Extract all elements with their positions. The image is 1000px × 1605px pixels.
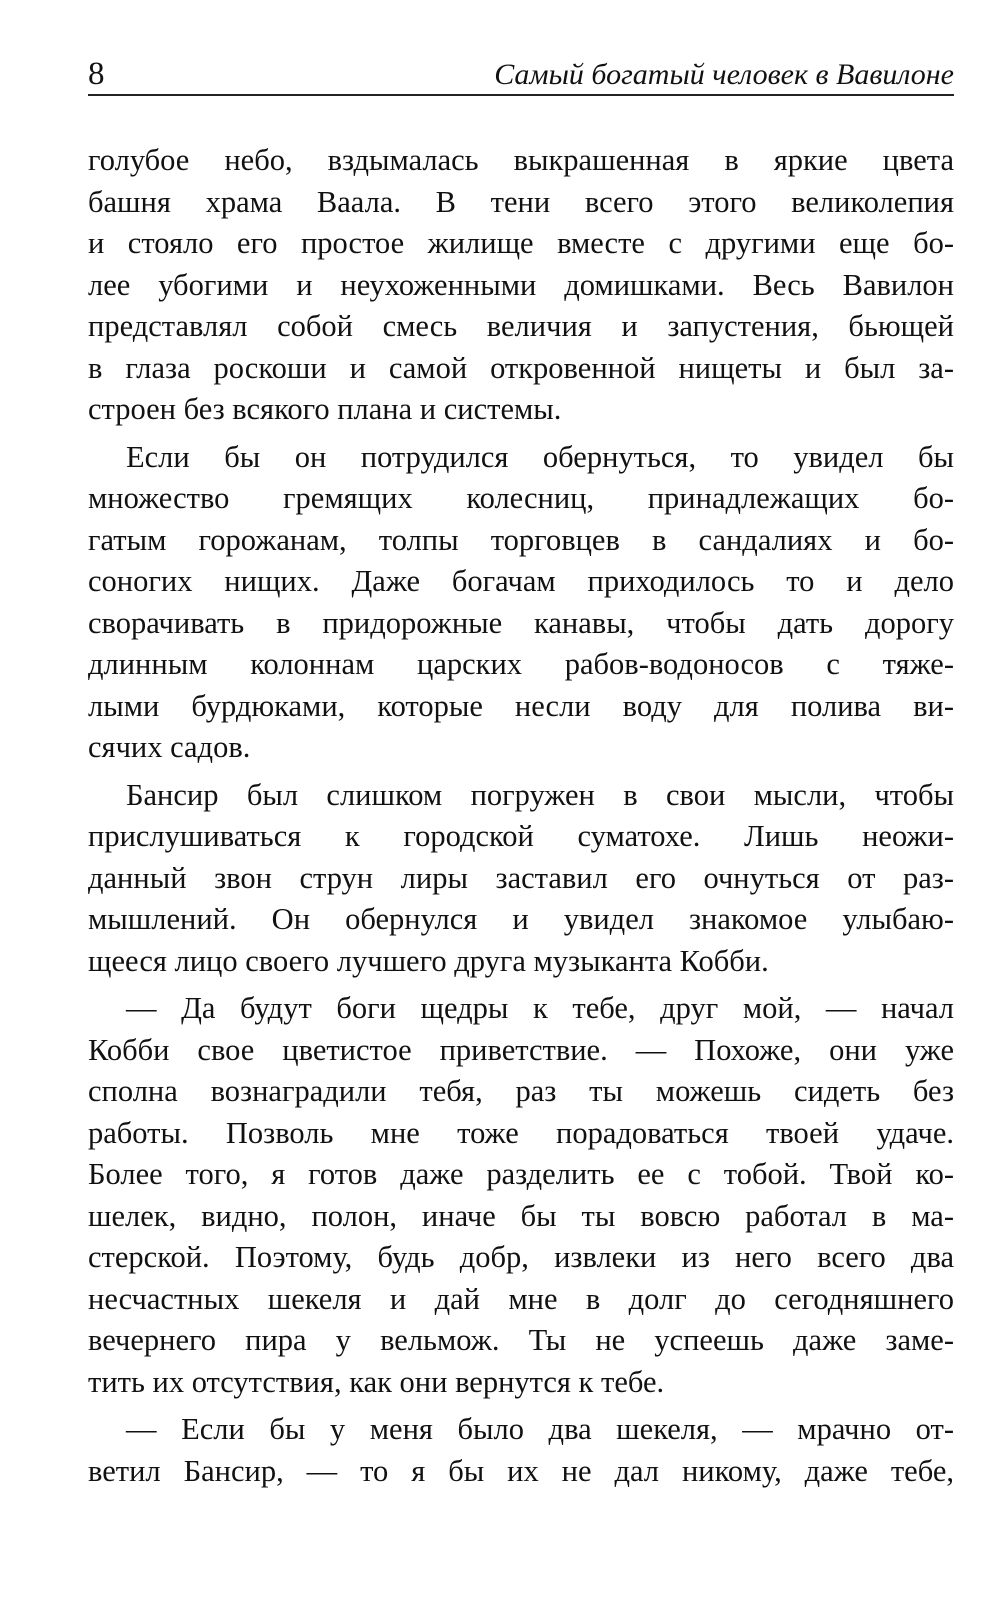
- text-line: прислушиваться к городской суматохе. Лишь неожи-: [88, 819, 954, 853]
- text-line: гатым горожанам, толпы торговцев в сандалиях и бо-: [88, 522, 954, 557]
- text-line: Кобби свое цветистое приветствие. — Похоже, они уже: [88, 1032, 954, 1067]
- text-line: лее убогими и неухоженными домишками. Весь Вавилон: [88, 267, 954, 302]
- running-header: [88, 48, 954, 96]
- text-line: тить их отсутствия, как они вернутся к тебе.: [88, 1364, 665, 1399]
- paragraph-3: [88, 775, 954, 983]
- text-line: соногих нищих. Даже богачам приходилось то и дело: [88, 564, 954, 598]
- text-line: несчастных шекеля и дай мне в долг до сегодняшнего: [88, 1281, 954, 1316]
- paragraph-2: [88, 437, 954, 769]
- text-line: сячих садов.: [88, 730, 251, 764]
- text-line: шелек, видно, полон, иначе бы ты вовсю работал в ма-: [88, 1198, 954, 1233]
- text-line: стерской. Поэтому, будь добр, извлеки из него всего два: [88, 1240, 954, 1274]
- text-line: сполна вознаградили тебя, раз ты можешь сидеть без: [88, 1074, 954, 1108]
- text-line: щееся лицо своего лучшего друга музыканта Кобби.: [88, 943, 769, 978]
- text-line: мышлений. Он обернулся и увидел знакомое улыбаю-: [88, 902, 954, 936]
- text-line: данный звон струн лиры заставил его очнуться от раз-: [88, 860, 954, 895]
- page-number: 8: [88, 56, 105, 92]
- text-line: голубое небо, вздымалась выкрашенная в яркие цвета: [88, 143, 954, 177]
- body-text: [88, 140, 954, 1492]
- text-line: длинным колоннам царских рабов-водоносов с тяже-: [88, 647, 954, 681]
- text-line: Если бы он потрудился обернуться, то увидел бы: [126, 439, 954, 474]
- text-line: сворачивать в придорожные канавы, чтобы дать дорогу: [88, 605, 954, 640]
- book-page: [88, 48, 954, 1492]
- text-line: — Если бы у меня было два шекеля, — мрачно от-: [126, 1412, 954, 1446]
- text-line: ветил Бансир, — то я бы их не дал никому, даже тебе,: [88, 1453, 954, 1488]
- running-title: Самый богатый человек в Вавилоне: [494, 58, 954, 91]
- paragraph-5: [88, 1409, 954, 1492]
- text-line: лыми бурдюками, которые несли воду для полива ви-: [88, 688, 954, 723]
- text-line: — Да будут боги щедры к тебе, друг мой, — начал: [126, 991, 954, 1025]
- text-line: строен без всякого плана и системы.: [88, 392, 562, 426]
- text-line: Бансир был слишком погружен в свои мысли, чтобы: [126, 777, 954, 812]
- text-line: башня храма Ваала. В тени всего этого великолепия: [88, 184, 954, 219]
- text-line: Более того, я готов даже разделить ее с тобой. Твой ко-: [88, 1157, 954, 1191]
- text-line: вечернего пира у вельмож. Ты не успеешь даже заме-: [88, 1323, 954, 1357]
- text-line: и стояло его простое жилище вместе с другими еще бо-: [88, 226, 954, 260]
- paragraph-1: [88, 140, 954, 431]
- text-line: в глаза роскоши и самой откровенной нищеты и был за-: [88, 350, 954, 385]
- text-line: представлял собой смесь величия и запустения, бьющей: [88, 309, 954, 343]
- text-line: множество гремящих колесниц, принадлежащих бо-: [88, 481, 954, 515]
- paragraph-4: [88, 988, 954, 1403]
- text-line: работы. Позволь мне тоже порадоваться твоей удаче.: [88, 1115, 954, 1150]
